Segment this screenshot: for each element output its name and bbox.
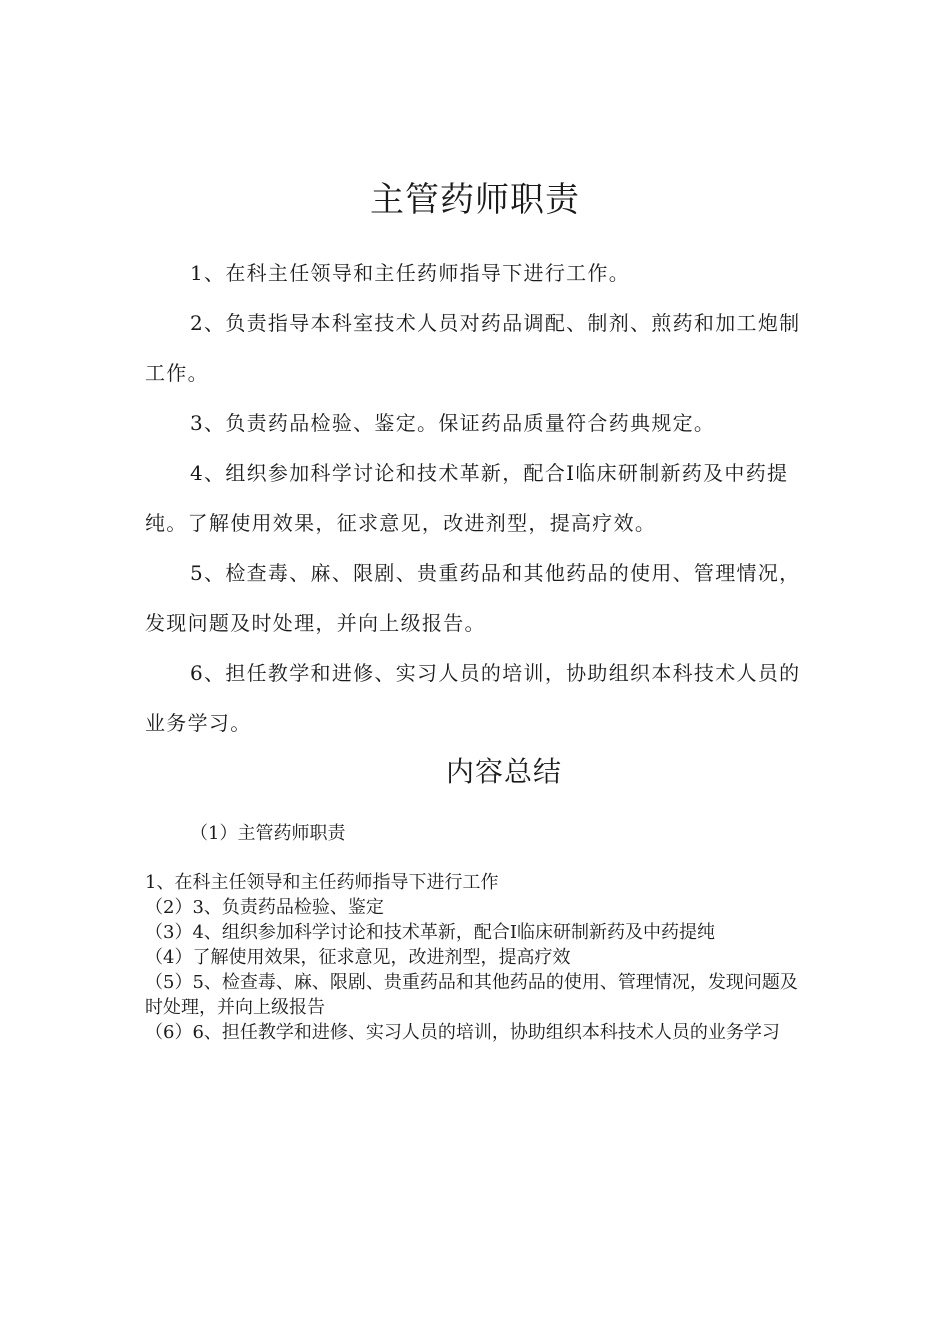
summary-line-6: （6）6、担任教学和进修、实习人员的培训，协助组织本科技术人员的业务学习	[145, 1022, 780, 1043]
summary-line-4: （4）了解使用效果，征求意见，改进剂型，提高疗效	[145, 947, 571, 968]
summary-line-2: （2）3、负责药品检验、鉴定	[145, 897, 384, 918]
summary-line-3: （3）4、组织参加科学讨论和技术革新，配合I临床研制新药及中药提纯	[145, 922, 716, 943]
summary-title: 内容总结	[445, 755, 562, 788]
summary-list	[145, 870, 815, 1045]
duty-paragraph-1: 1、在科主任领导和主任药师指导下进行工作。	[190, 261, 631, 285]
summary-subtitle: （1）主管药师职责	[190, 823, 346, 844]
duty-paragraph-2: 2、负责指导本科室技术人员对药品调配、制剂、煎药和加工炮制工作。	[145, 311, 801, 385]
summary-line-5: （5）5、检查毒、麻、限剧、贵重药品和其他药品的使用、管理情况，发现问题及时处理，并向上级报告	[145, 972, 798, 1018]
duty-paragraph-3: 3、负责药品检验、鉴定。保证药品质量符合药典规定。	[190, 411, 716, 435]
duty-paragraph-6: 6、担任教学和进修、实习人员的培训，协助组织本科技术人员的业务学习。	[145, 661, 801, 735]
duty-paragraph-4: 4、组织参加科学讨论和技术革新，配合I临床研制新药及中药提纯。了解使用效果，征求意见，改进剂型，提高疗效。	[145, 461, 789, 535]
page-title: 主管药师职责	[370, 180, 580, 220]
duty-paragraph-5: 5、检查毒、麻、限剧、贵重药品和其他药品的使用、管理情况，发现问题及时处理，并向上级报告。	[145, 561, 801, 635]
duties-body	[145, 248, 810, 748]
summary-line-1: 1、在科主任领导和主任药师指导下进行工作	[145, 872, 499, 893]
